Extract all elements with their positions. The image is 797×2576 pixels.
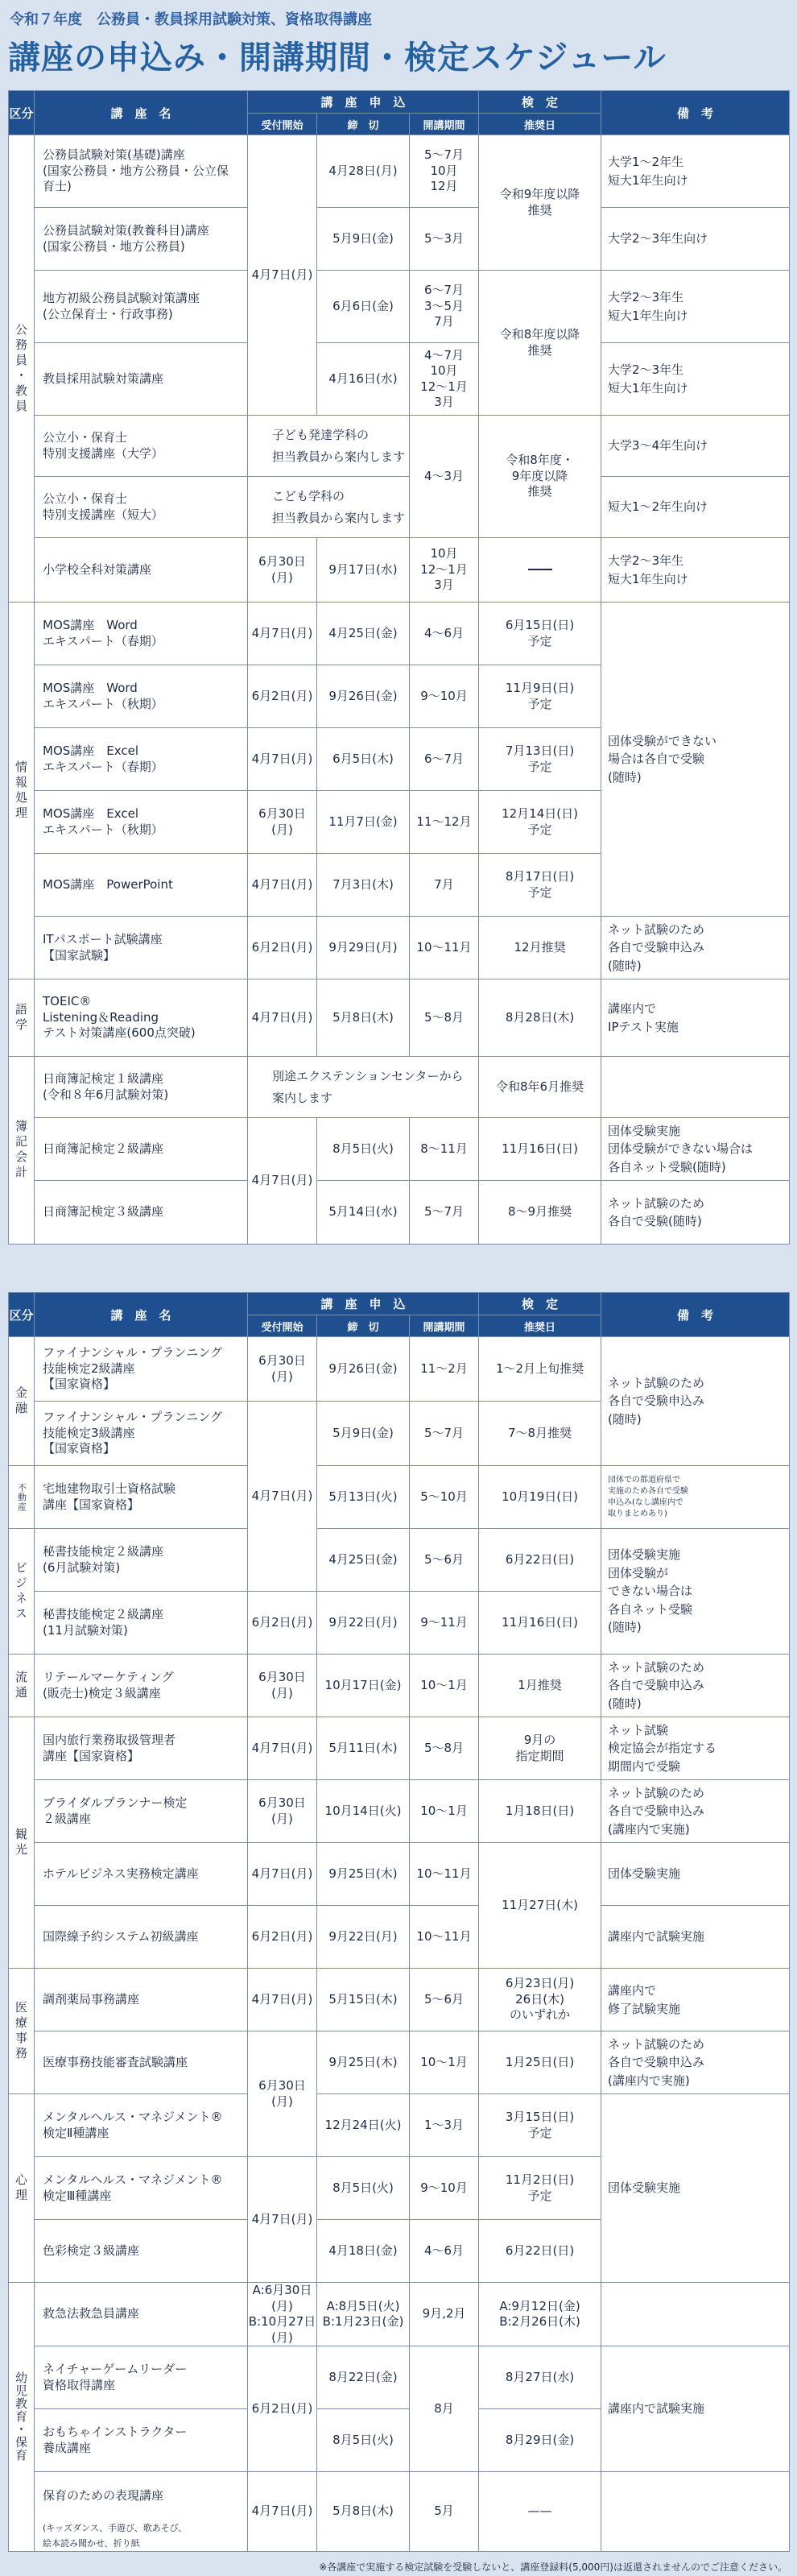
course-name: 秘書技能検定２級講座 (11月試験対策): [35, 1592, 248, 1655]
start-date: 4月7日(月): [248, 1118, 317, 1245]
start-date: 6月30日(月): [248, 1337, 317, 1402]
note: ネット試験のため 各自で受験申込み (随時): [601, 1655, 790, 1717]
course-name: ファイナンシャル・プランニング 技能検定3級講座 【国家資格】: [35, 1402, 248, 1466]
course-name: ITパスポート試験講座 【国家試験】: [35, 917, 248, 979]
period: 10〜11月: [410, 1843, 479, 1906]
note-empty: [601, 1057, 790, 1118]
exam-date-none: [479, 538, 601, 603]
deadline: 8月5日(火): [317, 2157, 410, 2220]
header-deadline: 締 切: [317, 114, 410, 135]
table-row: [9, 1337, 790, 1402]
start-date: 4月7日(月): [248, 1402, 317, 1592]
category-boki: 簿記会計: [9, 1057, 35, 1245]
table-row: [9, 2283, 790, 2346]
deadline: 9月17日(水): [317, 538, 410, 603]
table-row: [9, 538, 790, 603]
table-row: [9, 1780, 790, 1843]
period: 5〜10月: [410, 1466, 479, 1529]
header-exam: 検 定: [479, 1293, 601, 1315]
page-title: 講座の申込み・開講期間・検定スケジュール: [8, 39, 667, 77]
note: 大学2〜3年生向け: [601, 208, 790, 271]
deadline: 4月16日(水): [317, 343, 410, 416]
category-kinyu: 金融: [9, 1337, 35, 1466]
note: 講座内で試験実施: [601, 1906, 790, 1969]
exam-date: 1月18日(日): [479, 1780, 601, 1843]
deadline: 6月6日(金): [317, 271, 410, 343]
start-date: 4月7日(月): [248, 603, 317, 665]
period: 5〜8月: [410, 979, 479, 1057]
table-row: [9, 271, 790, 343]
period: 8月: [410, 2346, 479, 2472]
note: 団体受験実施: [601, 1843, 790, 1906]
exam-date: 8月27日(水): [479, 2346, 601, 2409]
deadline: 5月9日(金): [317, 208, 410, 271]
course-name: 秘書技能検定２級講座 (6月試験対策): [35, 1529, 248, 1592]
period: 11〜12月: [410, 791, 479, 854]
deadline: 9月22日(月): [317, 1592, 410, 1655]
deadline: 5月15日(木): [317, 1969, 410, 2031]
period: 4〜6月: [410, 2220, 479, 2283]
start-date: 6月2日(月): [248, 665, 317, 728]
start-date: 6月30日(月): [248, 1655, 317, 1717]
exam-date: 10月19日(日): [479, 1466, 601, 1529]
category-business: ビジネス: [9, 1529, 35, 1655]
deadline: 4月18日(金): [317, 2220, 410, 2283]
course-name: 国際線予約システム初級講座: [35, 1906, 248, 1969]
table-row: [9, 1969, 790, 2031]
merged-info: こども学科の 担当教員から案内します: [248, 477, 410, 538]
exam-date: 8月29日(金): [479, 2409, 601, 2472]
note: 大学2〜3年生 短大1年生向け: [601, 538, 790, 603]
exam-date: 9月の 指定期間: [479, 1717, 601, 1780]
note: ネット試験のため 各自で受験申込み (随時): [601, 1337, 790, 1466]
merged-info: 別途エクステンションセンターから 案内します: [248, 1057, 479, 1118]
exam-date: 6月22日(日): [479, 2220, 601, 2283]
category-youji: 幼児教育・保育: [9, 2283, 35, 2552]
exam-date: 6月15日(日) 予定: [479, 603, 601, 665]
course-name: MOS講座 Excel エキスパート（春期）: [35, 728, 248, 791]
deadline: 4月25日(金): [317, 603, 410, 665]
start-date: 4月7日(月): [248, 2472, 317, 2552]
period: 10月 12〜1月 3月: [410, 538, 479, 603]
note: 団体受験ができない 場合は各自で受験 (随時): [601, 603, 790, 917]
course-name: 国内旅行業務取扱管理者 講座【国家資格】: [35, 1717, 248, 1780]
course-name: ホテルビジネス実務検定講座: [35, 1843, 248, 1906]
course-name: MOS講座 PowerPoint: [35, 854, 248, 917]
header-category: 区分: [9, 91, 35, 135]
deadline: 9月25日(木): [317, 1843, 410, 1906]
period: 9月,2月: [410, 2283, 479, 2346]
start-date: 6月2日(月): [248, 917, 317, 979]
period: 7月: [410, 854, 479, 917]
deadline: 4月25日(金): [317, 1529, 410, 1592]
period: 10〜1月: [410, 1780, 479, 1843]
category-jouhou: 情報処理: [9, 603, 35, 979]
table-row: [9, 2346, 790, 2409]
exam-date: 令和8年度・ 9年度以降 推奨: [479, 416, 601, 538]
course-name: メンタルヘルス・マネジメント® 検定Ⅱ種講座: [35, 2094, 248, 2157]
course-name-sub: (キッズダンス、手遊び、歌あそび、 絵本読み聞かせ、折り紙: [43, 2522, 188, 2549]
table-row: [9, 208, 790, 271]
course-name: 日商簿記検定３級講座: [35, 1181, 248, 1245]
note: ネット試験のため 各自で受験申込み (講座内で実施): [601, 1780, 790, 1843]
exam-date: 令和8年6月推奨: [479, 1057, 601, 1118]
deadline: 10月14日(火): [317, 1780, 410, 1843]
course-name: TOEIC® Listening＆Reading テスト対策講座(600点突破): [35, 979, 248, 1057]
start-date: 6月30日(月): [248, 1780, 317, 1843]
period: 5〜6月: [410, 1969, 479, 2031]
start-date: 6月2日(月): [248, 2346, 317, 2472]
period: 4〜3月: [410, 416, 479, 538]
course-name: 調剤薬局事務講座: [35, 1969, 248, 2031]
header-start: 受付開始: [248, 1315, 317, 1337]
table-row: [9, 1655, 790, 1717]
period: 10〜1月: [410, 2031, 479, 2094]
deadline: 5月8日(木): [317, 2472, 410, 2552]
table-row: [9, 1906, 790, 1969]
table-row: [9, 1843, 790, 1906]
exam-date: 11月16日(日): [479, 1118, 601, 1181]
period: 4〜6月: [410, 603, 479, 665]
category-gogaku: 語学: [9, 979, 35, 1057]
note-empty: [601, 2283, 790, 2346]
table-row: [9, 416, 790, 477]
exam-date: 令和9年度以降 推奨: [479, 135, 601, 271]
deadline: 5月11日(木): [317, 1717, 410, 1780]
footnote: ※各講座で実施する検定試験を受験しないと、講座登録料(5,000円)は返還されませんのでご注意ください。: [319, 2562, 787, 2573]
start-date: 6月2日(月): [248, 1906, 317, 1969]
period: 9〜11月: [410, 1592, 479, 1655]
header-course-name: 講 座 名: [35, 1293, 248, 1337]
note: 短大1〜2年生向け: [601, 477, 790, 538]
course-name: MOS講座 Word エキスパート（春期）: [35, 603, 248, 665]
course-name: ブライダルプランナー検定 ２級講座: [35, 1780, 248, 1843]
period: 5〜7月 10月 12月: [410, 135, 479, 208]
start-date: 4月7日(月): [248, 2157, 317, 2283]
note: 講座内で 修了試験実施: [601, 1969, 790, 2031]
exam-date: 11月2日(日) 予定: [479, 2157, 601, 2220]
deadline: 5月9日(金): [317, 1402, 410, 1466]
period: 5〜7月: [410, 1181, 479, 1245]
note: 団体受験実施 団体受験ができない場合は 各自ネット受験(随時): [601, 1118, 790, 1181]
category-shinri: 心理: [9, 2094, 35, 2283]
header-exam: 検 定: [479, 91, 601, 114]
note: ネット試験のため 各自で受験申込み (講座内で実施): [601, 2031, 790, 2094]
note: 大学2〜3年生 短大1年生向け: [601, 271, 790, 343]
deadline: 7月3日(木): [317, 854, 410, 917]
note: 大学3〜4年生向け: [601, 416, 790, 477]
page-subtitle: 令和７年度 公務員・教員採用試験対策、資格取得講座: [10, 11, 372, 28]
deadline: 8月5日(火): [317, 2409, 410, 2472]
course-name: ファイナンシャル・プランニング 技能検定2級講座 【国家資格】: [35, 1337, 248, 1402]
course-name: 日商簿記検定１級講座 (令和８年6月試験対策): [35, 1057, 248, 1118]
course-name: 医療事務技能審査試験講座: [35, 2031, 248, 2094]
exam-date: 11月16日(日): [479, 1592, 601, 1655]
note: 講座内で試験実施: [601, 2346, 790, 2472]
period: 10〜1月: [410, 1655, 479, 1717]
merged-info: 子ども発達学科の 担当教員から案内します: [248, 416, 410, 477]
course-name: 色彩検定３級講座: [35, 2220, 248, 2283]
course-name: メンタルヘルス・マネジメント® 検定Ⅲ種講座: [35, 2157, 248, 2220]
start-date: 6月2日(月): [248, 1592, 317, 1655]
period: 11〜2月: [410, 1337, 479, 1402]
header-course-name: 講 座 名: [35, 91, 248, 135]
course-name: 日商簿記検定２級講座: [35, 1118, 248, 1181]
header-deadline: 締 切: [317, 1315, 410, 1337]
period: 5月: [410, 2472, 479, 2552]
note: 団体での都道府県で 実施のため各自で受験 申込み(なし講座内で 取りまとめあり): [601, 1466, 790, 1529]
header-application: 講 座 申 込: [248, 1293, 479, 1315]
exam-date: 1月25日(日): [479, 2031, 601, 2094]
table-row: [9, 2472, 790, 2552]
table-row: [9, 1057, 790, 1118]
course-name: 教員採用試験対策講座: [35, 343, 248, 416]
deadline: 12月24日(火): [317, 2094, 410, 2157]
exam-date: 1〜2月上旬推奨: [479, 1337, 601, 1402]
header-exam-date: 推奨日: [479, 114, 601, 135]
table-row: [9, 135, 790, 208]
exam-date: 8月28日(木): [479, 979, 601, 1057]
deadline: 5月14日(水): [317, 1181, 410, 1245]
note: 講座内で IPテスト実施: [601, 979, 790, 1057]
period: 9〜10月: [410, 2157, 479, 2220]
exam-date: 12月推奨: [479, 917, 601, 979]
start-date: A:6月30日(月) B:10月27日(月): [248, 2283, 316, 2345]
deadline: 5月13日(火): [317, 1466, 410, 1529]
table-row: [9, 1466, 790, 1529]
header-notes: 備 考: [601, 1293, 790, 1337]
exam-date: 1月推奨: [479, 1655, 601, 1717]
period: 8〜11月: [410, 1118, 479, 1181]
course-name: 公立小・保育士 特別支援講座（短大）: [35, 477, 248, 538]
category-koumuin: 公務員・教員: [9, 135, 35, 603]
category-ryutsu: 流通: [9, 1655, 35, 1717]
deadline: 9月22日(月): [317, 1906, 410, 1969]
exam-date: 7〜8月推奨: [479, 1402, 601, 1466]
course-name: 宅地建物取引士資格試験 講座【国家資格】: [35, 1466, 248, 1529]
deadline: 8月5日(火): [317, 1118, 410, 1181]
period: 1〜3月: [410, 2094, 479, 2157]
exam-date: 11月27日(木): [479, 1843, 601, 1969]
deadline: 4月28日(月): [317, 135, 410, 208]
exam-date: 8月17日(日) 予定: [479, 854, 601, 917]
table-row: [9, 1181, 790, 1245]
start-date: 4月7日(月): [248, 1969, 317, 2031]
table-row: [9, 343, 790, 416]
table-row: [9, 2094, 790, 2157]
category-fudosan: 不動産: [9, 1466, 35, 1529]
exam-date: 6月22日(日): [479, 1529, 601, 1592]
exam-date: 6月23日(月) 26日(木) のいずれか: [479, 1969, 601, 2031]
category-kanko: 観光: [9, 1717, 35, 1969]
start-date: 4月7日(月): [248, 135, 317, 416]
period: 5〜3月: [410, 208, 479, 271]
period: 10〜11月: [410, 917, 479, 979]
deadline: 8月22日(金): [317, 2346, 410, 2409]
course-name: おもちゃインストラクター 養成講座: [35, 2409, 248, 2472]
course-name: 保育のための表現講座: [43, 2487, 164, 2503]
period: 10〜11月: [410, 1906, 479, 1969]
header-period: 開講期間: [410, 114, 479, 135]
start-date: 4月7日(月): [248, 1717, 317, 1780]
deadline: 9月29日(月): [317, 917, 410, 979]
period: 5〜8月: [410, 1717, 479, 1780]
schedule-table-1: [8, 90, 790, 1245]
start-date: 6月30日(月): [248, 791, 317, 854]
period: 4〜7月 10月 12〜1月 3月: [410, 343, 479, 416]
exam-date: 8〜9月推奨: [479, 1181, 601, 1245]
exam-date: 12月14日(日) 予定: [479, 791, 601, 854]
note: 団体受験実施: [601, 2094, 790, 2283]
period: 6〜7月 3〜5月 7月: [410, 271, 479, 343]
table-row: [9, 917, 790, 979]
period: 6〜7月: [410, 728, 479, 791]
note: ネット試験 検定協会が指定する 期間内で受験: [601, 1717, 790, 1780]
dash-mark: [528, 569, 552, 570]
table-row: [9, 1118, 790, 1181]
start-date: 4月7日(月): [248, 854, 317, 917]
exam-date: 11月9日(日) 予定: [479, 665, 601, 728]
start-date: 4月7日(月): [248, 728, 317, 791]
note: ネット試験のため 各自で受験申込み (随時): [601, 917, 790, 979]
course-name: MOS講座 Excel エキスパート（秋期）: [35, 791, 248, 854]
exam-date: A:9月12日(金) B:2月26日(木): [479, 2283, 601, 2346]
note: ネット試験のため 各自で受験(随時): [601, 1181, 790, 1245]
period: 9〜10月: [410, 665, 479, 728]
course-name: 小学校全科対策講座: [35, 538, 248, 603]
period: 5〜7月: [410, 1402, 479, 1466]
header-category: 区分: [9, 1293, 35, 1337]
start-date: 6月30日(月): [248, 2031, 317, 2157]
course-name: ネイチャーゲームリーダー 資格取得講座: [35, 2346, 248, 2409]
exam-date: 7月13日(日) 予定: [479, 728, 601, 791]
course-name: 公務員試験対策(教養科目)講座 (国家公務員・地方公務員): [35, 208, 248, 271]
deadline: 9月26日(金): [317, 1337, 410, 1402]
course-name-cell: [35, 2472, 248, 2552]
header-exam-date: 推奨日: [479, 1315, 601, 1337]
start-date: 6月30日(月): [248, 538, 317, 603]
note-empty: [601, 2472, 790, 2552]
schedule-table-2: [8, 1292, 790, 2552]
deadline: 5月8日(木): [317, 979, 410, 1057]
table-row: [9, 1529, 790, 1592]
header-application: 講 座 申 込: [248, 91, 479, 114]
deadline: 9月25日(木): [317, 2031, 410, 2094]
course-name: 救急法救急員講座: [35, 2283, 248, 2346]
note: 大学2〜3年生 短大1年生向け: [601, 343, 790, 416]
header-notes: 備 考: [601, 91, 790, 135]
start-date: 4月7日(月): [248, 1843, 317, 1906]
note: 大学1〜2年生 短大1年生向け: [601, 135, 790, 208]
header-start: 受付開始: [248, 114, 317, 135]
header-period: 開講期間: [410, 1315, 479, 1337]
deadline: 6月5日(木): [317, 728, 410, 791]
table-row: [9, 477, 790, 538]
deadline: 10月17日(金): [317, 1655, 410, 1717]
note: 団体受験実施 団体受験が できない場合は 各自ネット受験 (随時): [601, 1529, 790, 1655]
deadline: 11月7日(金): [317, 791, 410, 854]
start-date: 4月7日(月): [248, 979, 317, 1057]
exam-date: 令和8年度以降 推奨: [479, 271, 601, 416]
exam-date: 3月15日(日) 予定: [479, 2094, 601, 2157]
course-name: MOS講座 Word エキスパート（秋期）: [35, 665, 248, 728]
table-row: [9, 2031, 790, 2094]
table-row: [9, 979, 790, 1057]
course-name: 公立小・保育士 特別支援講座（大学）: [35, 416, 248, 477]
course-name: リテールマーケティング (販売士)検定３級講座: [35, 1655, 248, 1717]
table-row: [9, 603, 790, 665]
course-name: 公務員試験対策(基礎)講座 (国家公務員・地方公務員・公立保育士): [35, 135, 248, 208]
page-header: [0, 0, 797, 81]
exam-date: ——: [479, 2472, 601, 2552]
course-name: 地方初級公務員試験対策講座 (公立保育士・行政事務): [35, 271, 248, 343]
deadline: 9月26日(金): [317, 665, 410, 728]
deadline: A:8月5日(火) B:1月23日(金): [317, 2283, 410, 2346]
table-row: [9, 1717, 790, 1780]
category-iryo: 医療事務: [9, 1969, 35, 2094]
period: 5〜6月: [410, 1529, 479, 1592]
